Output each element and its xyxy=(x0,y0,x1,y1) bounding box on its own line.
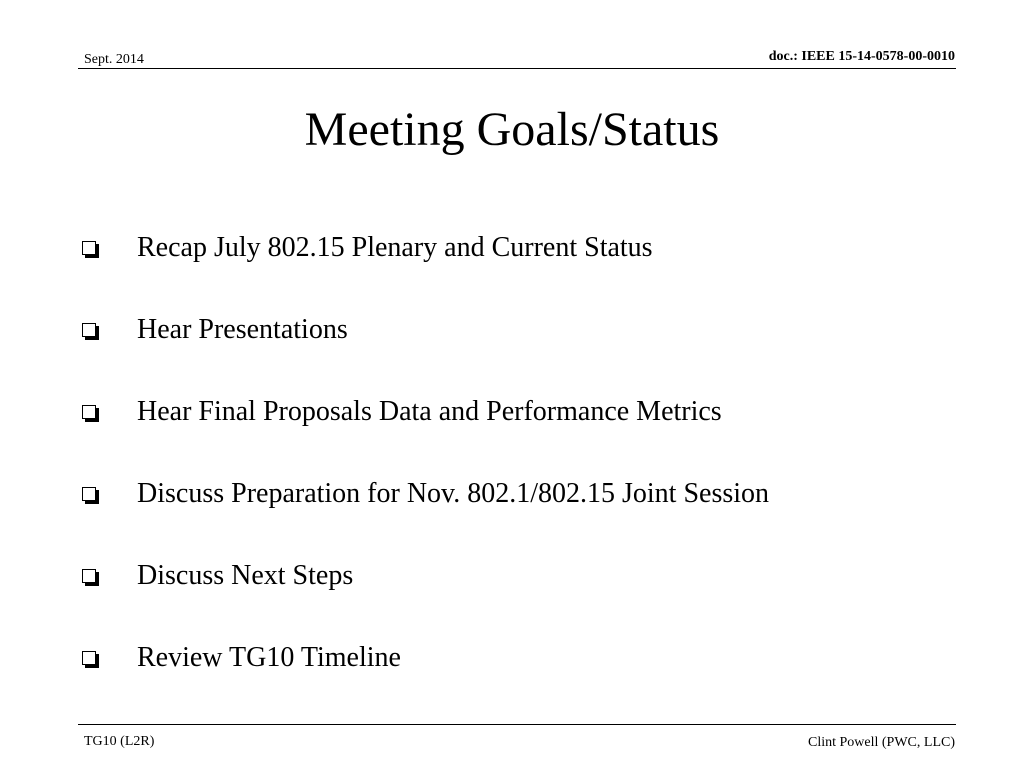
bullet-item xyxy=(82,308,769,390)
bullet-item xyxy=(82,226,769,308)
checkbox-square-icon xyxy=(82,651,96,665)
slide-title: Meeting Goals/Status xyxy=(304,103,720,156)
footer-divider xyxy=(78,724,956,725)
header-date: Sept. 2014 xyxy=(84,52,144,67)
bullet-item xyxy=(82,636,769,718)
checkbox-square-icon xyxy=(82,569,96,583)
bullet-text: Hear Presentations xyxy=(137,314,348,345)
checkbox-square-icon xyxy=(82,241,96,255)
bullet-list xyxy=(82,226,769,718)
bullet-item xyxy=(82,390,769,472)
checkbox-square-icon xyxy=(82,323,96,337)
bullet-text: Discuss Preparation for Nov. 802.1/802.15 Joint Session xyxy=(137,478,770,509)
footer-author: Clint Powell (PWC, LLC) xyxy=(808,735,955,750)
bullet-text: Recap July 802.15 Plenary and Current Status xyxy=(137,232,653,263)
header-doc-id: doc.: IEEE 15-14-0578-00-0010 xyxy=(768,49,955,64)
footer-group: TG10 (L2R) xyxy=(84,734,155,749)
bullet-item xyxy=(82,554,769,636)
bullet-text: Review TG10 Timeline xyxy=(137,642,401,673)
checkbox-square-icon xyxy=(82,405,96,419)
bullet-item xyxy=(82,472,769,554)
checkbox-square-icon xyxy=(82,487,96,501)
bullet-text: Hear Final Proposals Data and Performance Metrics xyxy=(137,396,722,427)
header-divider xyxy=(78,68,956,69)
bullet-text: Discuss Next Steps xyxy=(137,560,354,591)
